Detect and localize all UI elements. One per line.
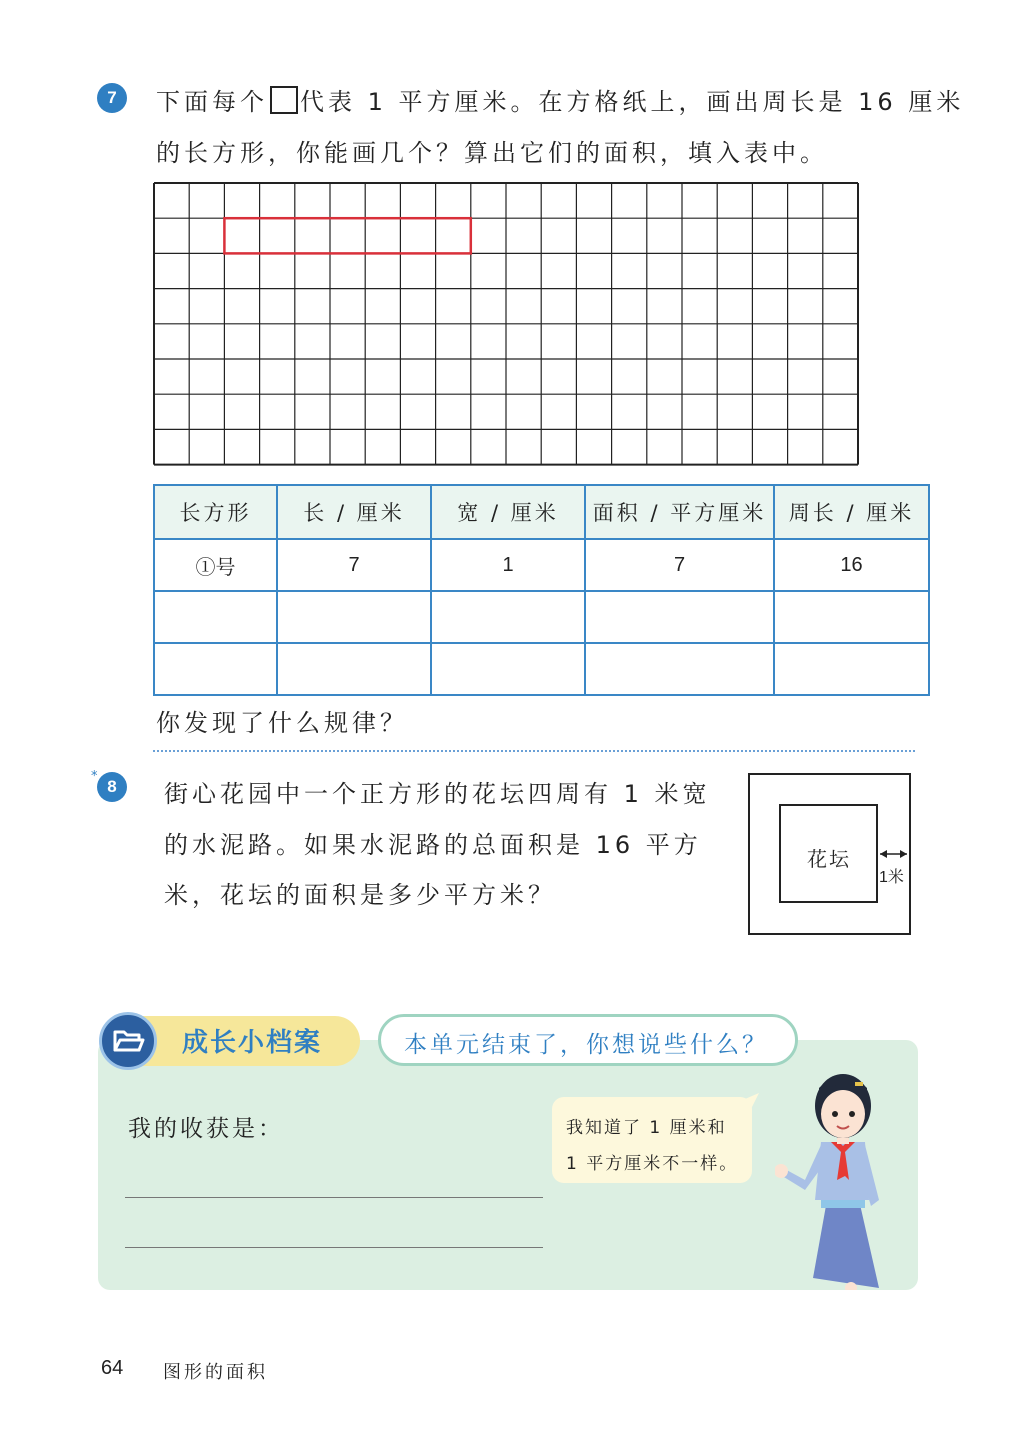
- table-cell[interactable]: [277, 591, 431, 643]
- header-length: 长 / 厘米: [277, 485, 431, 539]
- table-cell: 7: [585, 539, 774, 591]
- section-divider: [153, 750, 915, 752]
- student-girl-illustration: [775, 1050, 895, 1290]
- example-rectangle-1: [224, 218, 470, 253]
- question-7-line-2: 的长方形，你能画几个？算出它们的面积，填入表中。: [156, 139, 828, 167]
- question-7-line-1: [156, 82, 964, 117]
- table-cell: 1: [431, 539, 585, 591]
- speech-bubble-tail: [745, 1093, 765, 1113]
- table-row: [154, 591, 929, 643]
- table-row: [154, 643, 929, 695]
- square-grid-paper: [152, 181, 862, 466]
- growth-record-title: 成长小档案: [182, 1028, 323, 1058]
- chapter-title: 图形的面积: [163, 1362, 268, 1383]
- question-8-badge: 8: [97, 772, 127, 802]
- header-rectangle: 长方形: [154, 485, 277, 539]
- question-8-line-1: 街心花园中一个正方形的花坛四周有 1 米宽: [164, 780, 711, 808]
- area-table: [153, 484, 930, 696]
- table-header-row: [154, 485, 929, 539]
- speech-text-line-1: 我知道了 1 厘米和: [566, 1118, 727, 1138]
- table-cell[interactable]: [585, 591, 774, 643]
- table-cell[interactable]: [774, 591, 929, 643]
- table-cell[interactable]: [774, 643, 929, 695]
- answer-line[interactable]: [125, 1197, 543, 1198]
- optional-star-mark: *: [91, 769, 98, 784]
- prompt-text: 本单元结束了，你想说些什么？: [404, 1032, 768, 1058]
- table-cell[interactable]: [154, 643, 277, 695]
- folder-badge: [99, 1012, 157, 1070]
- table-cell: ①号: [154, 539, 277, 591]
- question-7-text-before-box: 下面每个: [156, 88, 268, 116]
- question-8-line-2: 的水泥路。如果水泥路的总面积是 16 平方: [164, 831, 702, 859]
- speech-text-line-2: 1 平方厘米不一样。: [566, 1154, 739, 1174]
- path-width-label: 1米: [879, 869, 904, 886]
- table-cell[interactable]: [277, 643, 431, 695]
- header-area: 面积 / 平方厘米: [585, 485, 774, 539]
- table-cell[interactable]: [585, 643, 774, 695]
- page-number: 64: [101, 1357, 124, 1379]
- harvest-label: 我的收获是：: [128, 1116, 284, 1142]
- question-7-text-after-box: 代表 1 平方厘米。在方格纸上，画出周长是 16 厘米: [300, 88, 965, 116]
- answer-line[interactable]: [125, 1247, 543, 1248]
- header-perimeter: 周长 / 厘米: [774, 485, 929, 539]
- table-cell[interactable]: [154, 591, 277, 643]
- folder-icon: [102, 1015, 154, 1067]
- table-cell[interactable]: [431, 643, 585, 695]
- flower-bed-label: 花坛: [807, 847, 851, 871]
- header-width: 宽 / 厘米: [431, 485, 585, 539]
- question-8-line-3: 米，花坛的面积是多少平方米？: [164, 881, 556, 909]
- question-7-pattern-question: 你发现了什么规律？: [156, 709, 408, 737]
- question-7-badge: 7: [97, 83, 127, 113]
- table-row: [154, 539, 929, 591]
- table-cell[interactable]: [431, 591, 585, 643]
- table-cell: 7: [277, 539, 431, 591]
- unit-square-icon: [270, 86, 298, 114]
- table-cell: 16: [774, 539, 929, 591]
